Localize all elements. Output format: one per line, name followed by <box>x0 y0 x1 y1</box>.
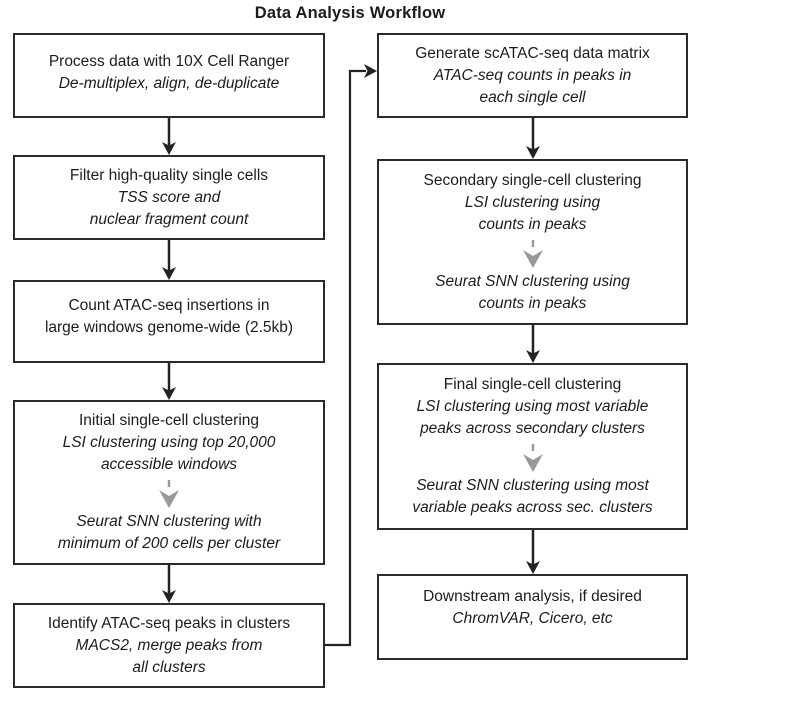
box-detail-line: LSI clustering using <box>464 193 601 211</box>
arrow-final-to-downstream <box>526 530 540 574</box>
box-detail-line: accessible windows <box>100 456 238 473</box>
box-detail-line: ATAC-seq counts in peaks in <box>433 66 632 84</box>
box-title-line: Generate scATAC-seq data matrix <box>415 44 650 62</box>
diagram-title: Data Analysis Workflow <box>254 4 446 22</box>
arrow-filter-to-count <box>162 240 176 280</box>
box-filter-cells <box>13 155 325 240</box>
box-initial-clustering <box>13 400 325 565</box>
box-detail-line: LSI clustering using most variable <box>416 398 649 415</box>
box-title-line: Secondary single-cell clustering <box>423 171 642 189</box>
arrow-matrix-to-secondary <box>526 118 540 159</box>
box-secondary-clustering <box>377 159 688 325</box>
gray-dashed-arrow-icon <box>158 479 180 509</box>
box-detail-line: minimum of 200 cells per cluster <box>57 535 281 552</box>
box-detail-line: counts in peaks <box>478 215 587 233</box>
box-detail-line: nuclear fragment count <box>89 210 249 228</box>
box-title-line: Process data with 10X Cell Ranger <box>48 52 290 70</box>
box-title-line: large windows genome-wide (2.5kb) <box>44 318 294 336</box>
box-detail-line: TSS score and <box>117 188 221 206</box>
box-detail-line: Seurat SNN clustering with <box>76 513 262 530</box>
box-title-line: Filter high-quality single cells <box>69 166 269 184</box>
box-detail-line: counts in peaks <box>478 294 587 312</box>
box-process-data <box>13 33 325 118</box>
arrow-initial-to-identify <box>162 565 176 603</box>
box-generate-matrix <box>377 33 688 118</box>
box-identify-peaks <box>13 603 325 688</box>
box-detail-line: each single cell <box>479 88 586 106</box>
gray-dashed-arrow-icon <box>522 239 544 269</box>
box-detail-line: peaks across secondary clusters <box>420 420 645 437</box>
box-detail-line: variable peaks across sec. clusters <box>412 499 653 516</box>
box-detail-line: ChromVAR, Cicero, etc <box>452 610 613 627</box>
box-detail-line: all clusters <box>132 658 206 676</box>
arrow-count-to-initial <box>162 363 176 400</box>
box-downstream-analysis <box>377 574 688 660</box>
box-title-line: Final single-cell clustering <box>443 376 622 393</box>
box-detail-line: MACS2, merge peaks from <box>75 636 263 654</box>
box-title-line: Count ATAC-seq insertions in <box>68 296 270 314</box>
connector-identify-to-matrix <box>323 64 377 645</box>
box-title-line: Identify ATAC-seq peaks in clusters <box>47 614 291 632</box>
box-detail-line: Seurat SNN clustering using <box>435 272 630 290</box>
arrow-secondary-to-final <box>526 325 540 363</box>
box-detail-line: De-multiplex, align, de-duplicate <box>58 74 280 92</box>
arrow-process-to-filter <box>162 118 176 155</box>
box-detail-line: Seurat SNN clustering using most <box>416 477 649 494</box>
box-count-insertions <box>13 280 325 363</box>
box-title-line: Initial single-cell clustering <box>78 412 260 429</box>
gray-dashed-arrow-icon <box>522 443 544 473</box>
box-final-clustering <box>377 363 688 530</box>
box-title-line: Downstream analysis, if desired <box>423 588 642 605</box>
box-detail-line: LSI clustering using top 20,000 <box>62 434 276 451</box>
